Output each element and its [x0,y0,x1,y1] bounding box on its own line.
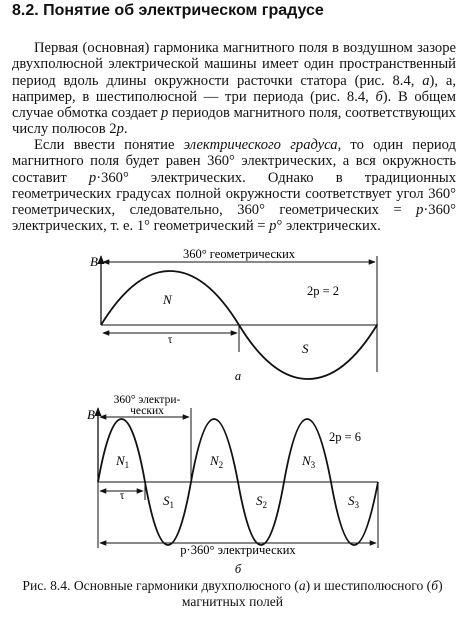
p2-term: электрического градуса [183,137,338,153]
p1-text-g: периодов магнитного поля, соответствующих числу полюсов 2 [12,105,456,138]
p1-text-c: ), а, например, в шестиполюсной — три периода (рис. 8.4, [12,72,456,105]
p1-text-a: Первая (основная) гармоника магнитного поля в воздушном зазоре двухполюсной электрической машины имеет один пространственный период вдоль длины окружности расточки статора (рис. 8.4, [12,40,456,89]
figure-b [87,394,378,576]
p1-ref-b: б [375,88,383,105]
figure-a [90,247,378,383]
fig-a-pole-s: S [302,341,309,356]
p1-text-i: . [123,121,128,138]
p2-text-c: , то один период магнитного поля будет равен 360° электрических, а вся окружность составит [12,137,456,186]
fig-a-tau: τ [167,334,173,346]
fig-a-pole-n: N [163,292,172,307]
p2-var-p: p [88,169,97,186]
figure-caption [0,578,465,610]
fig-b-top-label-1: 360° электри- [113,394,181,406]
fig-b-pole-n3: $N_3$ [302,453,316,470]
fig-b-pairs: 2p = 6 [329,430,362,444]
fig-b-pole-s2: $S_2$ [256,493,267,510]
section-title: 8.2. Понятие об электрическом градусе [12,2,324,19]
p2-text-g: ·360° электрических, т. е. 1° геометрический = [12,202,456,235]
fig-b-axis-label: B [87,407,95,422]
fig-b-pole-s1: $S_1$ [163,493,174,510]
p1-ref-a: а [422,72,430,89]
p1-var-p: p [161,105,169,122]
fig-b-pole-n2: $N_2$ [210,453,224,470]
p2-text-i: ° электрических. [276,218,381,235]
fig-a-pairs: 2p = 2 [307,284,340,298]
p1-var-p2: p [116,121,124,138]
fig-b-sublabel: б [234,562,242,576]
fig-a-top-label: 360° геометрических [182,247,296,261]
p1-text-e: ). В общем случае обмотка создает [12,88,456,122]
fig-b-tau: τ [119,490,125,502]
fig-b-pole-s3: $S_3$ [348,493,359,510]
p2-var-p3: p [269,218,277,235]
fig-b-bottom-label: p·360° электрических [180,543,296,557]
fig-a-sublabel: а [234,369,242,383]
caption-line-1: Рис. 8.4. Основные гармоники двухполюсного (а) и шестиполюсного (б) [22,578,443,593]
p2-text-e: ·360° электрических. Однако в традиционных геометрических градусах полной окружности соответствует угол 360° геометрических, следовательно, 360° геометрических = [12,169,456,219]
fig-b-top-label-2: ческих [130,405,164,417]
caption-line-2: магнитных полей [181,594,284,609]
fig-a-axis-label: B [90,254,98,269]
fig-b-pole-n1: $N_1$ [116,453,130,470]
p2-var-p2: p [416,202,424,219]
p2-text-a: Если ввести понятие [34,137,184,153]
